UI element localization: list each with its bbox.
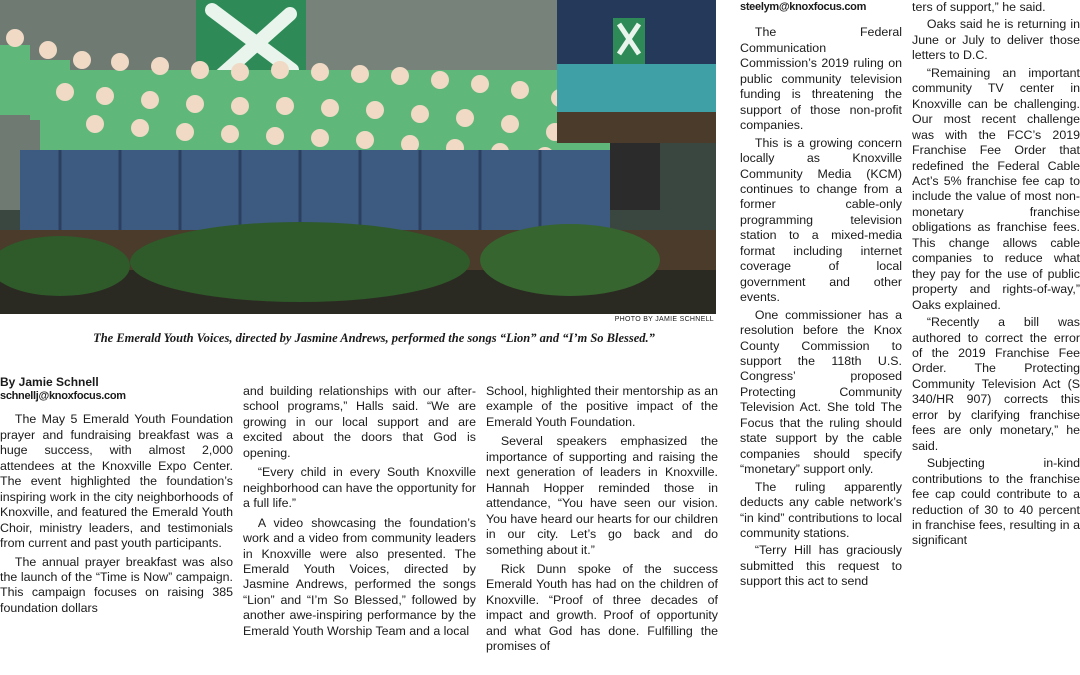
- article-column-2: [243, 384, 476, 639]
- paragraph: “Remaining an important community TV center in Knoxville can be challenging. Our most recent challenge was with the FCC’s 2019 Franchise Fee Order that redefined the Federal Cable Act’s 5% franchise fee cap to include the value of most non-monetary franchise obligations as franchise fees. This change allows cable companies to reduce what they pay for the use of public property and rights-of-way,” Oaks explained.: [912, 65, 1080, 312]
- article-column-1: [0, 376, 233, 616]
- sidebar-email: steelym@knoxfocus.com: [740, 1, 867, 13]
- paragraph: School, highlighted their mentorship as an example of the positive impact of the Emerald Youth Foundation.: [486, 384, 718, 429]
- byline-email: schnellj@knoxfocus.com: [0, 390, 126, 402]
- paragraph: The ruling apparently deducts any cable network’s “in kind” contributions to local community stations.: [740, 479, 902, 540]
- sidebar-column-1: [740, 0, 902, 590]
- inset-photo: [557, 0, 716, 143]
- byline: By Jamie Schnell: [0, 375, 99, 389]
- paragraph: “Recently a bill was authored to correct the error of the 2019 Franchise Fee Order. The Protecting Community Television Act (S 340/HR 907) corrects this error by clarifying franchise fees are only monetary,” he said.: [912, 315, 1080, 453]
- paragraph: Rick Dunn spoke of the success Emerald Youth has had on the children of Knoxville. “Proof of three decades of impact and growth. Proof of opportunity and what God has done. Fulfilling the promises of: [486, 561, 718, 654]
- sidebar-column-2: [912, 0, 1080, 549]
- paragraph: The annual prayer breakfast was also the launch of the “Time is Now” campaign. This campaign focuses on raising 385 foundation dollars: [0, 554, 233, 615]
- paragraph: One commissioner has a resolution before the Knox County Commission to support the 118th U.S. Congress’ proposed Protecting Community Television Act. She told The Focus that the ruling should state support by the cable companies should specify “monetary” support only.: [740, 307, 902, 477]
- paragraph: Subjecting in-kind contributions to the franchise fee cap could contribute to a reduction of 30 to 40 percent in franchise fees, resulting in a significant: [912, 456, 1080, 548]
- photo-caption: The Emerald Youth Voices, directed by Jasmine Andrews, performed the songs “Lion” and “I’m So Blessed.”: [93, 331, 655, 345]
- paragraph: A video showcasing the foundation’s work and a video from community leaders in Knoxville were also presented. The Emerald Youth Voices, directed by Jasmine Andrews, performed the songs “Lion” and “I’m So Blessed,” followed by another awe-inspiring performance by the Emerald Youth Worship Team and a local: [243, 515, 476, 638]
- inset-choir-illustration: [557, 0, 716, 143]
- paragraph: ters of support,” he said.: [912, 0, 1046, 14]
- paragraph: The May 5 Emerald Youth Foundation prayer and fundraising breakfast was a huge success, with almost 2,000 attendees at the Knoxville Expo Center. The event highlighted the foundation’s inspiring work in the city neighborhoods of Knoxville, and featured the Emerald Youth Choir, ministry leaders, and testimonials from current and past youth participants.: [0, 412, 233, 551]
- paragraph: “Every child in every South Knoxville neighborhood can have the opportunity for a full life.”: [243, 465, 476, 511]
- paragraph: This is a growing concern locally as Knoxville Community Media (KCM) continues to change from a former cable-only programming television station to a mixed-media format including internet coverage of local government and other events.: [740, 135, 902, 305]
- paragraph: Several speakers emphasized the importance of supporting and raising the next generation of leaders in Knoxville. Hannah Hopper reminded those in attendance, “You have seen our vision. You have heard our hearts for our children in our city. Let’s go back and do something about it.”: [486, 434, 718, 557]
- choir-photo: [0, 0, 716, 314]
- paragraph: “Terry Hill has graciously submitted this request to support this act to send: [740, 543, 902, 589]
- paragraph: Oaks said he is returning in June or July to deliver those letters to D.C.: [912, 17, 1080, 63]
- paragraph: and building relationships with our after-school programs,” Halls said. “We are growing in our local support and are excited about the doors that God is opening.: [243, 384, 476, 460]
- article-column-3: [486, 384, 718, 655]
- photo-credit: PHOTO BY JAMIE SCHNELL: [614, 316, 714, 323]
- paragraph: The Federal Communication Commission’s 2019 ruling on public community television funding is threatening the support of those non-profit companies.: [740, 25, 902, 133]
